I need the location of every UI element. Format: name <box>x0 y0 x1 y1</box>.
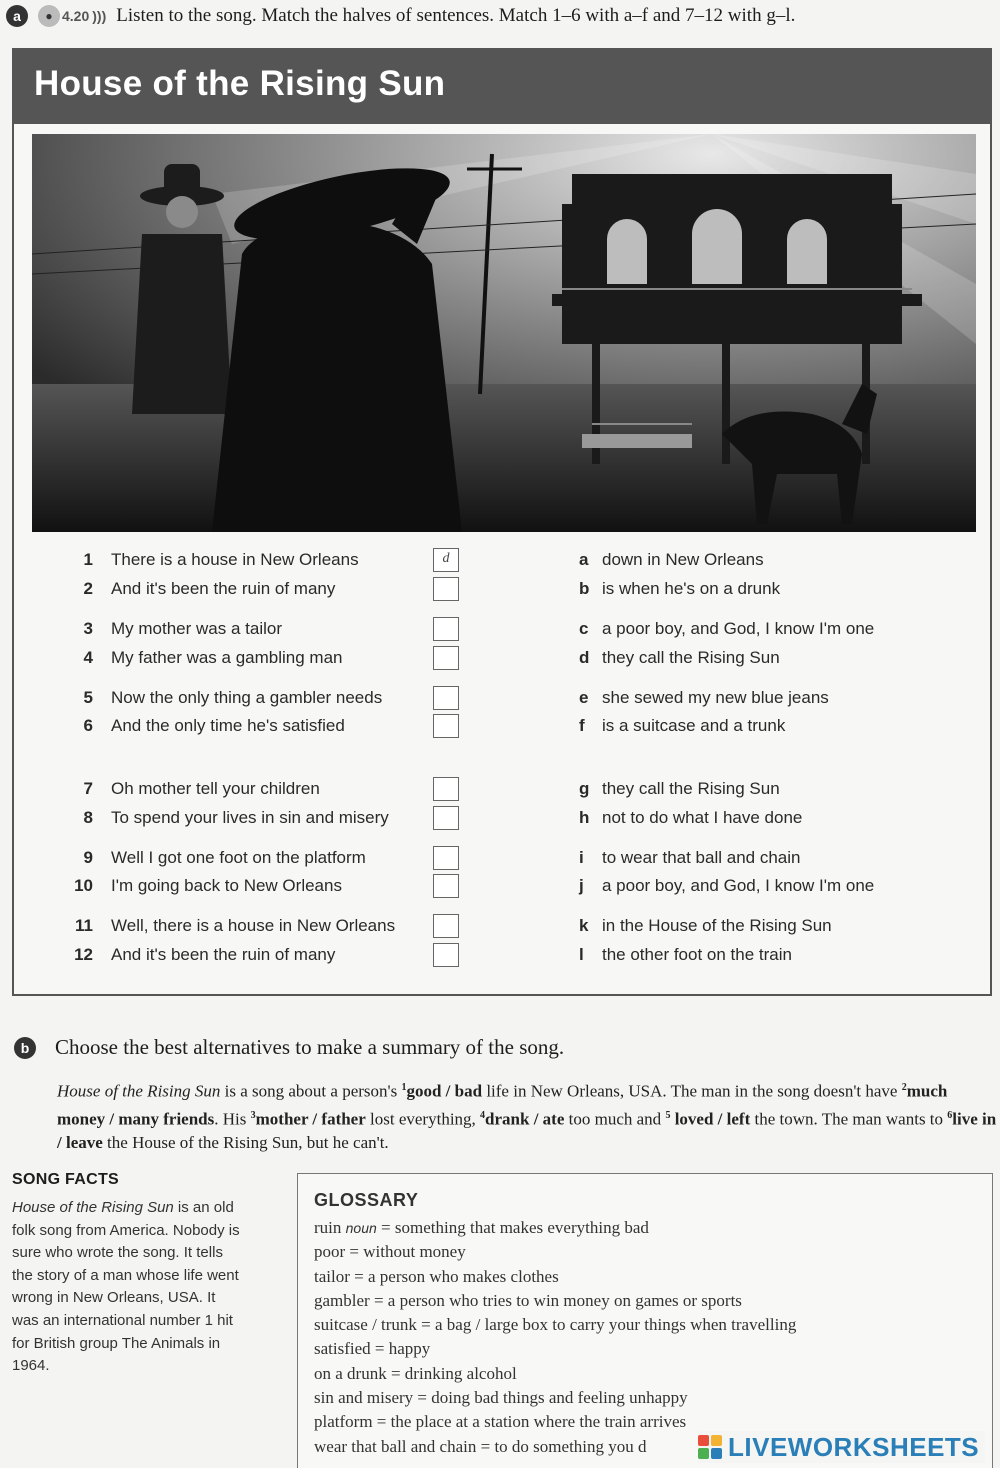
glossary-entry <box>314 1289 984 1313</box>
summary-text: life in New Orleans, USA. The man in the song doesn't have <box>482 1081 902 1101</box>
option-letter: c <box>579 619 589 638</box>
summary-text: . His <box>214 1109 251 1129</box>
lyric-second-half: in the House of the Rising Sun <box>602 916 832 935</box>
gap-1-options[interactable]: good / bad <box>406 1081 483 1101</box>
summary-text: the House of the Rising Sun, but he can't. <box>102 1133 389 1153</box>
lyric-second-half: a poor boy, and God, I know I'm one <box>602 619 875 638</box>
item-number: 7 <box>83 779 93 798</box>
item-number: 6 <box>83 716 93 735</box>
answer-box[interactable] <box>433 686 459 710</box>
glossary-term: ruin <box>314 1218 342 1237</box>
illustration-art <box>32 134 976 532</box>
glossary-list <box>314 1216 984 1459</box>
lyric-first-half: There is a house in New Orleans <box>111 550 359 569</box>
lyric-second-half: the other foot on the train <box>602 945 792 964</box>
gap-5-options[interactable]: loved / left <box>670 1109 751 1129</box>
glossary-term: on a drunk <box>314 1363 387 1383</box>
lyric-second-half: is a suitcase and a trunk <box>602 716 786 735</box>
gap-4-options[interactable]: drank / ate <box>485 1109 565 1129</box>
glossary-entry <box>314 1337 984 1361</box>
section-b-instruction: Choose the best alternatives to make a summary of the song. <box>55 1035 565 1059</box>
option-letter: g <box>579 779 590 798</box>
lyric-second-half: down in New Orleans <box>602 550 764 569</box>
glossary-term: gambler <box>314 1290 370 1310</box>
liveworksheets-logo-icon <box>698 1435 722 1459</box>
gap-number: 4 <box>480 1109 486 1121</box>
logo-square <box>711 1448 722 1459</box>
glossary-entry <box>314 1240 984 1264</box>
lyric-second-half: to wear that ball and chain <box>602 848 801 867</box>
answer-box[interactable] <box>433 714 459 738</box>
item-number: 8 <box>83 808 93 827</box>
section-b-badge: b <box>14 1037 36 1059</box>
glossary-term: sin and misery <box>314 1388 414 1408</box>
watermark-text: LIVEWORKSHEETS <box>728 1431 980 1462</box>
gap-number: 1 <box>401 1082 407 1093</box>
item-number: 10 <box>74 876 93 895</box>
item-number: 1 <box>83 550 93 569</box>
glossary-definition: = without money <box>349 1242 466 1262</box>
item-number: 5 <box>83 688 93 707</box>
item-number: 4 <box>83 648 93 667</box>
lyric-first-half: I'm going back to New Orleans <box>111 876 342 895</box>
glossary-definition: = the place at a station where the train arrives <box>376 1412 687 1432</box>
option-letter: h <box>579 808 590 827</box>
glossary-definition: = to do something you d <box>480 1436 647 1456</box>
option-letter: k <box>579 916 589 935</box>
glossary-definition: = a person who makes clothes <box>354 1266 559 1286</box>
glossary-part-of-speech: noun <box>345 1220 377 1236</box>
glossary-entry <box>314 1313 984 1337</box>
summary-song-name: House of the Rising Sun <box>57 1081 221 1101</box>
lyric-second-half: is when he's on a drunk <box>602 579 781 598</box>
lyric-first-half: And it's been the ruin of many <box>111 945 336 964</box>
section-b-header <box>12 1035 564 1060</box>
glossary-definition: = doing bad things and feeling unhappy <box>417 1388 688 1408</box>
option-letter: j <box>579 876 584 895</box>
gap-number: 2 <box>901 1082 907 1093</box>
lyric-first-half: And it's been the ruin of many <box>111 579 336 598</box>
glossary-term: tailor <box>314 1266 350 1286</box>
audio-wave-icon: ))) <box>92 8 107 24</box>
answer-box[interactable] <box>433 646 459 670</box>
glossary-term: wear that ball and chain <box>314 1436 477 1456</box>
lyric-first-half: To spend your lives in sin and misery <box>111 808 389 827</box>
item-number: 2 <box>83 579 93 598</box>
summary-text: is a song about a person's <box>220 1081 402 1101</box>
answer-box[interactable] <box>433 914 459 938</box>
answer-box[interactable] <box>433 874 459 898</box>
gap-number: 5 <box>665 1109 671 1121</box>
facts-text: is an old folk song from America. Nobody is sure who wrote the song. It tells the story of a man whose life went wrong in New Orleans, USA. It was an international number 1 hit for British group The Animals in 1964. <box>12 1199 240 1375</box>
song-summary <box>57 1076 997 1155</box>
answer-box[interactable] <box>433 777 459 801</box>
lyric-second-half: not to do what I have done <box>602 808 803 827</box>
answer-box[interactable] <box>433 617 459 641</box>
song-title-bar <box>14 50 990 124</box>
section-a-header <box>6 3 996 29</box>
lyric-first-half: Well I got one foot on the platform <box>111 848 366 867</box>
glossary-term: platform <box>314 1412 373 1432</box>
option-letter: b <box>579 579 590 598</box>
logo-square <box>711 1435 722 1446</box>
glossary-definition: = a person who tries to win money on games or sports <box>373 1290 742 1310</box>
option-letter: d <box>579 648 590 667</box>
glossary-definition: = something that makes everything bad <box>381 1218 649 1237</box>
option-letter: l <box>579 945 584 964</box>
section-a-instruction: Listen to the song. Match the halves of sentences. Match 1–6 with a–f and 7–12 with g–l. <box>116 5 796 26</box>
song-illustration <box>32 134 976 532</box>
lyric-first-half: Now the only thing a gambler needs <box>111 688 383 707</box>
audio-disc-icon: ● <box>38 5 60 27</box>
item-number: 9 <box>83 848 93 867</box>
glossary-definition: = a bag / large box to carry your things when travelling <box>421 1315 797 1335</box>
lyric-second-half: she sewed my new blue jeans <box>602 688 829 707</box>
logo-square <box>698 1435 709 1446</box>
lyric-second-half: they call the Rising Sun <box>602 648 780 667</box>
glossary-term: satisfied <box>314 1339 371 1359</box>
glossary-title: GLOSSARY <box>314 1190 419 1210</box>
glossary-box <box>297 1173 993 1468</box>
song-facts-body <box>12 1197 244 1378</box>
glossary-definition: = happy <box>374 1339 431 1359</box>
audio-track-number: 4.20 <box>62 8 90 24</box>
lyric-first-half: And the only time he's satisfied <box>111 716 345 735</box>
glossary-term: poor <box>314 1242 346 1262</box>
option-letter: f <box>579 716 585 735</box>
liveworksheets-watermark <box>698 1431 985 1463</box>
logo-square <box>698 1448 709 1459</box>
glossary-definition: = drinking alcohol <box>390 1363 517 1383</box>
lyric-second-half: a poor boy, and God, I know I'm one <box>602 876 875 895</box>
glossary-entry <box>314 1386 984 1410</box>
glossary-entry <box>314 1265 984 1289</box>
lyric-second-half: they call the Rising Sun <box>602 779 780 798</box>
facts-song-name: House of the Rising Sun <box>12 1199 174 1216</box>
summary-text: too much and <box>564 1109 666 1129</box>
option-letter: e <box>579 688 589 707</box>
answer-box[interactable]: d <box>433 548 459 572</box>
answer-box[interactable] <box>433 943 459 967</box>
item-number: 12 <box>74 945 93 964</box>
lyric-first-half: My mother was a tailor <box>111 619 282 638</box>
glossary-term: suitcase / trunk <box>314 1315 417 1335</box>
summary-text: the town. The man wants to <box>750 1109 948 1129</box>
lyric-first-half: Well, there is a house in New Orleans <box>111 916 396 935</box>
gap-number: 3 <box>250 1109 256 1121</box>
answer-box[interactable] <box>433 806 459 830</box>
section-a-badge: a <box>6 5 28 27</box>
summary-text: lost everything, <box>365 1109 481 1129</box>
gap-6-options[interactable]: live in / leave <box>57 1109 997 1153</box>
gap-2-options[interactable]: much money / many friends <box>57 1081 948 1129</box>
lyric-first-half: My father was a gambling man <box>111 648 343 667</box>
option-letter: a <box>579 550 589 569</box>
glossary-entry <box>314 1362 984 1386</box>
lyric-first-half: Oh mother tell your children <box>111 779 320 798</box>
gap-number: 6 <box>947 1109 953 1121</box>
option-letter: i <box>579 848 584 867</box>
glossary-entry <box>314 1216 984 1240</box>
answer-box[interactable] <box>433 846 459 870</box>
item-number: 3 <box>83 619 93 638</box>
item-number: 11 <box>75 916 93 935</box>
gap-3-options[interactable]: mother / father <box>255 1109 366 1129</box>
answer-box[interactable] <box>433 577 459 601</box>
song-title: House of the Rising Sun <box>34 64 446 103</box>
audio-track[interactable] <box>38 5 106 27</box>
song-facts-title: SONG FACTS <box>12 1171 120 1188</box>
